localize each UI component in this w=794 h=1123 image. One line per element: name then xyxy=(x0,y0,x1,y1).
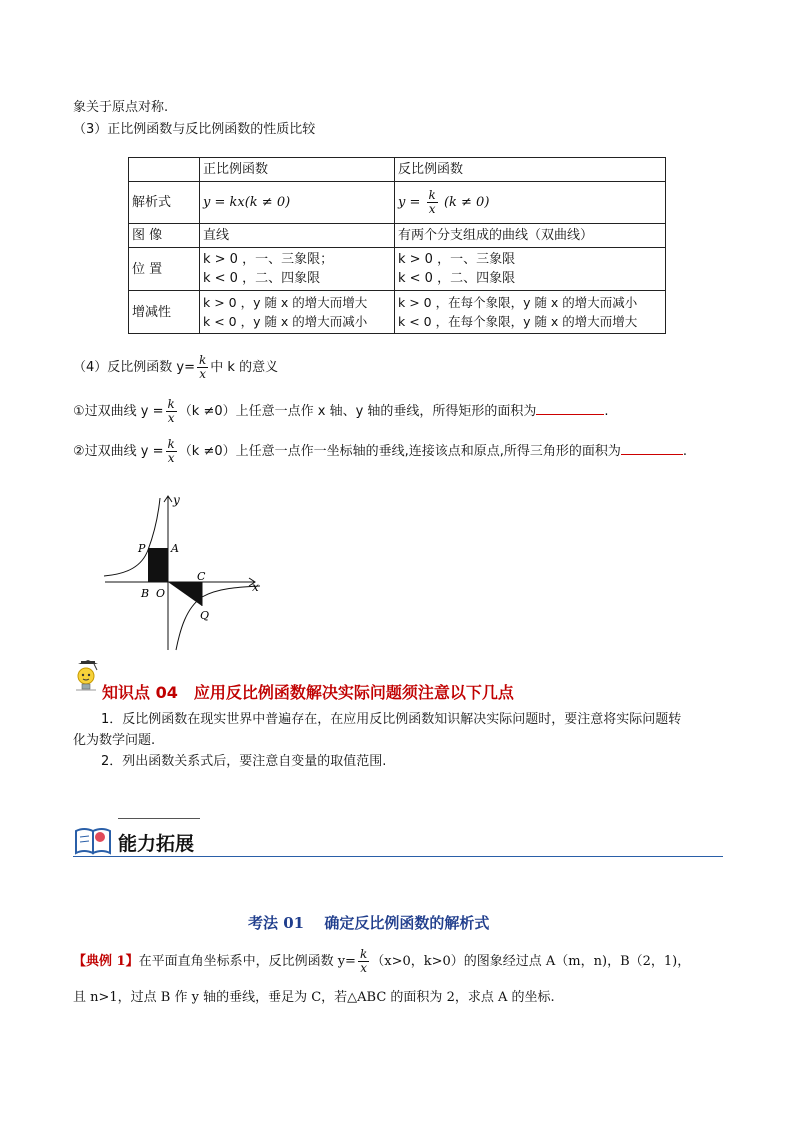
fraction-den: x xyxy=(167,411,175,425)
inverse-graph: 有两个分支组成的曲线（双曲线） xyxy=(395,224,666,248)
shaded-triangle xyxy=(168,582,202,606)
row-label: 增减性 xyxy=(129,291,200,334)
table-row xyxy=(129,182,666,224)
row-label: 位 置 xyxy=(129,248,200,291)
direct-position xyxy=(200,248,395,291)
label-c: C xyxy=(197,570,206,583)
item1-end: . xyxy=(604,404,609,419)
inverse-monotonic xyxy=(395,291,666,334)
intro-line: 象关于原点对称. xyxy=(73,100,169,115)
fraction-num: k xyxy=(199,353,207,367)
inverse-position-2: k < 0 ，二、四象限 xyxy=(398,271,516,286)
fraction-num: k xyxy=(167,397,175,411)
inverse-formula-prefix: y = xyxy=(398,195,421,210)
table-row xyxy=(129,291,666,334)
label-a: A xyxy=(171,542,179,555)
example-line1 xyxy=(73,948,690,975)
ability-title: 能力拓展 xyxy=(118,833,195,855)
method-title: 考法 01 确定反比例函数的解析式 xyxy=(248,914,490,932)
fraction-den: x xyxy=(199,367,207,381)
fraction xyxy=(166,398,177,425)
comparison-table xyxy=(128,157,666,334)
section4-suffix: 中 k 的意义 xyxy=(210,360,279,375)
section4-title xyxy=(73,354,278,381)
answer-blank[interactable] xyxy=(536,402,604,415)
example-label: 【典例 1】 xyxy=(73,954,139,969)
inverse-monotonic-1: k > 0 ，在每个象限，y 随 x 的增大而减小 xyxy=(398,295,638,310)
item2-prefix: ②过双曲线 y = xyxy=(73,444,164,459)
direct-formula: y = kx(k ≠ 0) xyxy=(200,182,395,224)
label-b: B xyxy=(141,587,150,600)
direct-monotonic xyxy=(200,291,395,334)
section-rule xyxy=(73,856,723,857)
row-label: 解析式 xyxy=(129,182,200,224)
table-header-empty xyxy=(129,158,200,182)
inverse-formula-suffix: (k ≠ 0) xyxy=(443,195,490,210)
item1 xyxy=(73,398,609,425)
direct-monotonic-2: k < 0 ，y 随 x 的增大而减小 xyxy=(203,314,368,329)
table-header-row xyxy=(129,158,666,182)
answer-blank[interactable] xyxy=(621,442,683,455)
title-overline xyxy=(118,818,200,819)
inverse-position xyxy=(395,248,666,291)
y-axis-label: y xyxy=(173,493,180,507)
knowledge-point-title: 知识点 04 应用反比例函数解决实际问题须注意以下几点 xyxy=(102,683,514,702)
item2-suffix: （k ≠0）上任意一点作一坐标轴的垂线,连接该点和原点,所得三角形的面积为 xyxy=(178,444,621,459)
table-header-inverse: 反比例函数 xyxy=(395,158,666,182)
example-line2: 且 n>1，过点 B 作 y 轴的垂线，垂足为 C，若△ABC 的面积为 2，求点 A 的坐标. xyxy=(73,990,555,1005)
fraction xyxy=(427,189,438,216)
fraction xyxy=(358,948,369,975)
fraction-num: k xyxy=(428,188,436,202)
direct-monotonic-1: k > 0 ，y 随 x 的增大而增大 xyxy=(203,295,368,310)
fraction xyxy=(197,354,208,381)
hyperbola-figure xyxy=(100,490,270,655)
knowledge-p1b: 化为数学问题. xyxy=(73,733,156,748)
lightbulb-icon xyxy=(72,660,102,694)
shaded-rectangle xyxy=(148,548,168,582)
book-icon xyxy=(72,823,116,857)
row-label: 图 像 xyxy=(129,224,200,248)
item2 xyxy=(73,438,687,465)
inverse-position-1: k > 0 ，一、三象限 xyxy=(398,252,516,267)
fraction xyxy=(166,438,177,465)
example-text-b: （x>0，k>0）的图象经过点 A（m，n)，B（2，1)， xyxy=(371,954,691,969)
example-text-a: 在平面直角坐标系中，反比例函数 y= xyxy=(138,954,356,969)
label-o: O xyxy=(156,587,166,600)
fraction-den: x xyxy=(360,961,367,975)
knowledge-p1a: 1．反比例函数在现实世界中普遍存在，在应用反比例函数知识解决实际问题时，要注意将实际问题转 xyxy=(101,712,682,727)
inverse-formula xyxy=(395,182,666,224)
fraction-den: x xyxy=(167,451,175,465)
inverse-monotonic-2: k < 0 ，在每个象限，y 随 x 的增大而增大 xyxy=(398,314,638,329)
table-header-direct: 正比例函数 xyxy=(200,158,395,182)
knowledge-p2: 2．列出函数关系式后，要注意自变量的取值范围. xyxy=(101,754,387,769)
direct-position-2: k < 0 ，二、四象限 xyxy=(203,271,321,286)
label-p: P xyxy=(138,542,146,555)
table-row xyxy=(129,248,666,291)
item2-end: . xyxy=(682,444,688,459)
x-axis-label: x xyxy=(252,580,259,594)
item1-suffix: （k ≠0）上任意一点作 x 轴、y 轴的垂线，所得矩形的面积为 xyxy=(178,404,537,419)
label-q: Q xyxy=(200,609,210,622)
fraction-num: k xyxy=(167,437,175,451)
direct-position-1: k > 0 ，一、三象限； xyxy=(203,252,334,267)
direct-graph: 直线 xyxy=(200,224,395,248)
fraction-den: x xyxy=(428,202,436,216)
fraction-num: k xyxy=(359,947,368,961)
item1-prefix: ①过双曲线 y = xyxy=(73,404,164,419)
table-row xyxy=(129,224,666,248)
section4-prefix: （4）反比例函数 y= xyxy=(73,360,195,375)
section3-title: （3）正比例函数与反比例函数的性质比较 xyxy=(73,122,316,137)
